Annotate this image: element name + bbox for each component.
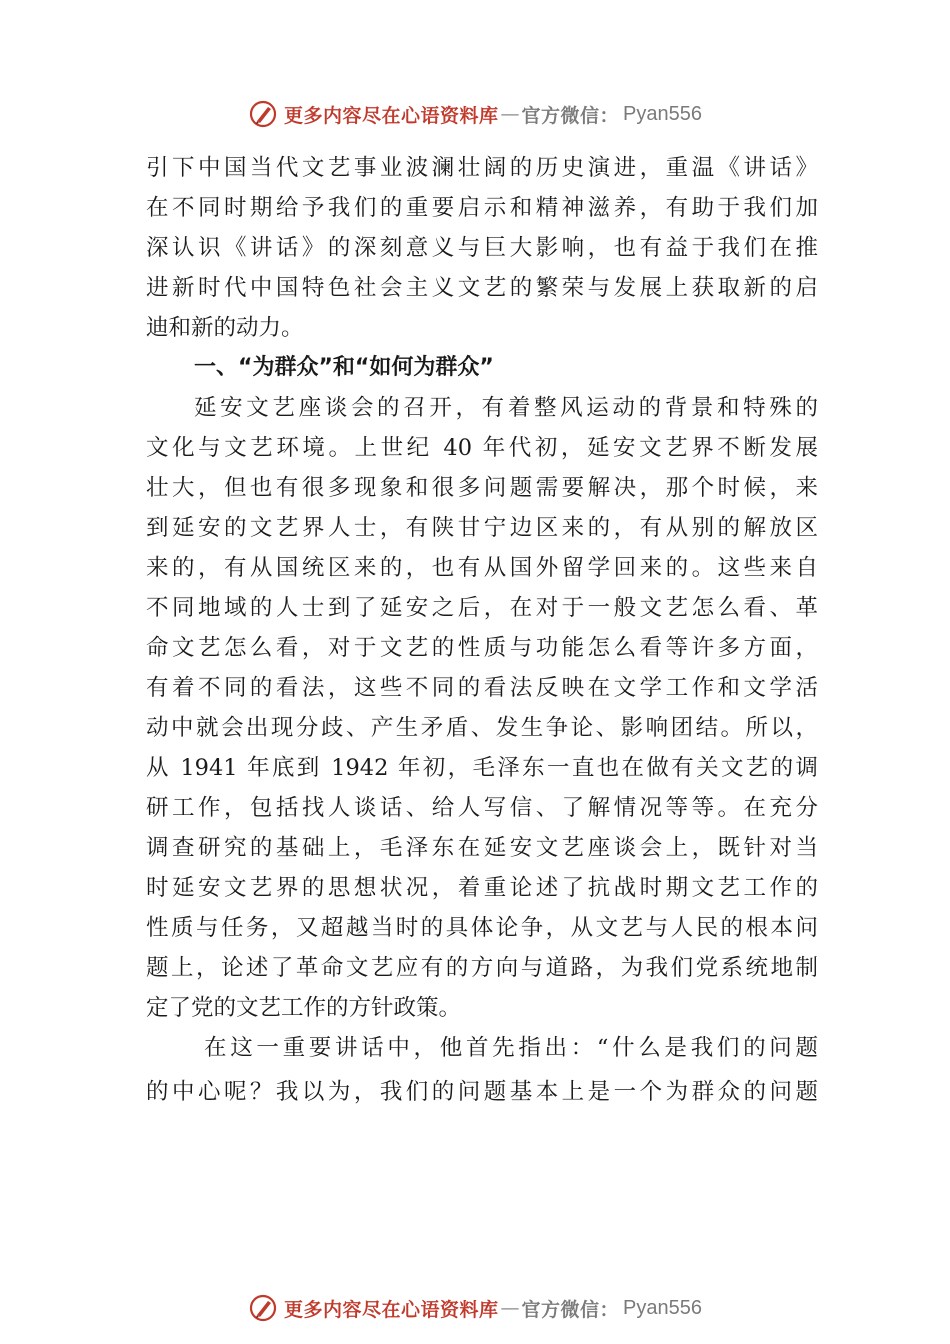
paragraph-2 [146,1028,818,1112]
text-line: 进新时代中国特色社会主义文艺的繁荣与发展上获取新的启 [146,275,818,301]
text-line: 引下中国当代文艺事业波澜壮阔的历史演进，重温《讲话》 [146,155,818,181]
text-line: 性质与任务，又超越当时的具体论争，从文艺与人民的根本问 [146,915,818,941]
banner-dash: — [500,1297,520,1319]
text-line: 在不同时期给予我们的重要启示和精神滋养，有助于我们加 [146,195,818,221]
text-line: 迪和新的动力。 [146,315,304,341]
text-line: 调查研究的基础上，毛泽东在延安文艺座谈会上，既针对当 [146,835,818,861]
banner-wechat-id: Pyan556 [623,102,702,125]
text-line: 不同地域的人士到了延安之后，在对于一般文艺怎么看、革 [146,595,818,621]
text-line: 来的，有从国统区来的，也有从国外留学回来的。这些来自 [146,555,818,581]
banner-dash: — [500,103,520,125]
document-body [146,148,818,1112]
banner-main-text: 更多内容尽在心语资料库 [284,1298,499,1321]
text-line: 到延安的文艺界人士，有陕甘宁边区来的，有从别的解放区 [146,515,818,541]
text-line: 定了党的文艺工作的方针政策。 [146,995,462,1021]
banner-sub-text: 官方微信： [521,1298,620,1321]
text-line: 深认识《讲话》的深刻意义与巨大影响，也有益于我们在推 [146,235,818,261]
text-line: 时延安文艺界的思想状况，着重论述了抗战时期文艺工作的 [146,875,818,901]
text-line: 有着不同的看法，这些不同的看法反映在文学工作和文学活 [146,675,818,701]
banner-main-text: 更多内容尽在心语资料库 [284,104,499,127]
intro-paragraph [146,148,818,348]
pen-logo-icon [248,1293,278,1323]
text-line: 在这一重要讲话中，他首先指出：“什么是我们的问题 [204,1035,818,1061]
footer-watermark-banner [0,1286,950,1330]
header-watermark-banner [0,92,950,136]
pen-logo-icon [248,99,278,129]
text-line: 命文艺怎么看，对于文艺的性质与功能怎么看等许多方面， [146,635,818,661]
text-line: 延安文艺座谈会的召开，有着整风运动的背景和特殊的 [194,395,818,421]
banner-sub-text: 官方微信： [521,104,620,127]
banner-wechat-id: Pyan556 [623,1296,702,1319]
paragraph-1 [146,388,818,1028]
section-heading: 一、“为群众”和“如何为群众” [194,355,494,380]
text-line: 的中心呢？我以为，我们的问题基本上是一个为群众的问题 [146,1079,818,1105]
text-line: 动中就会出现分歧、产生矛盾、发生争论、影响团结。所以， [146,715,818,741]
text-line: 研工作，包括找人谈话、给人写信、了解情况等等。在充分 [146,795,818,821]
text-line: 从 1941 年底到 1942 年初，毛泽东一直也在做有关文艺的调 [146,755,818,781]
text-line: 文化与文艺环境。上世纪 40 年代初，延安文艺界不断发展 [146,435,818,461]
text-line: 题上，论述了革命文艺应有的方向与道路，为我们党系统地制 [146,955,818,981]
text-line: 壮大，但也有很多现象和很多问题需要解决，那个时候，来 [146,475,818,501]
